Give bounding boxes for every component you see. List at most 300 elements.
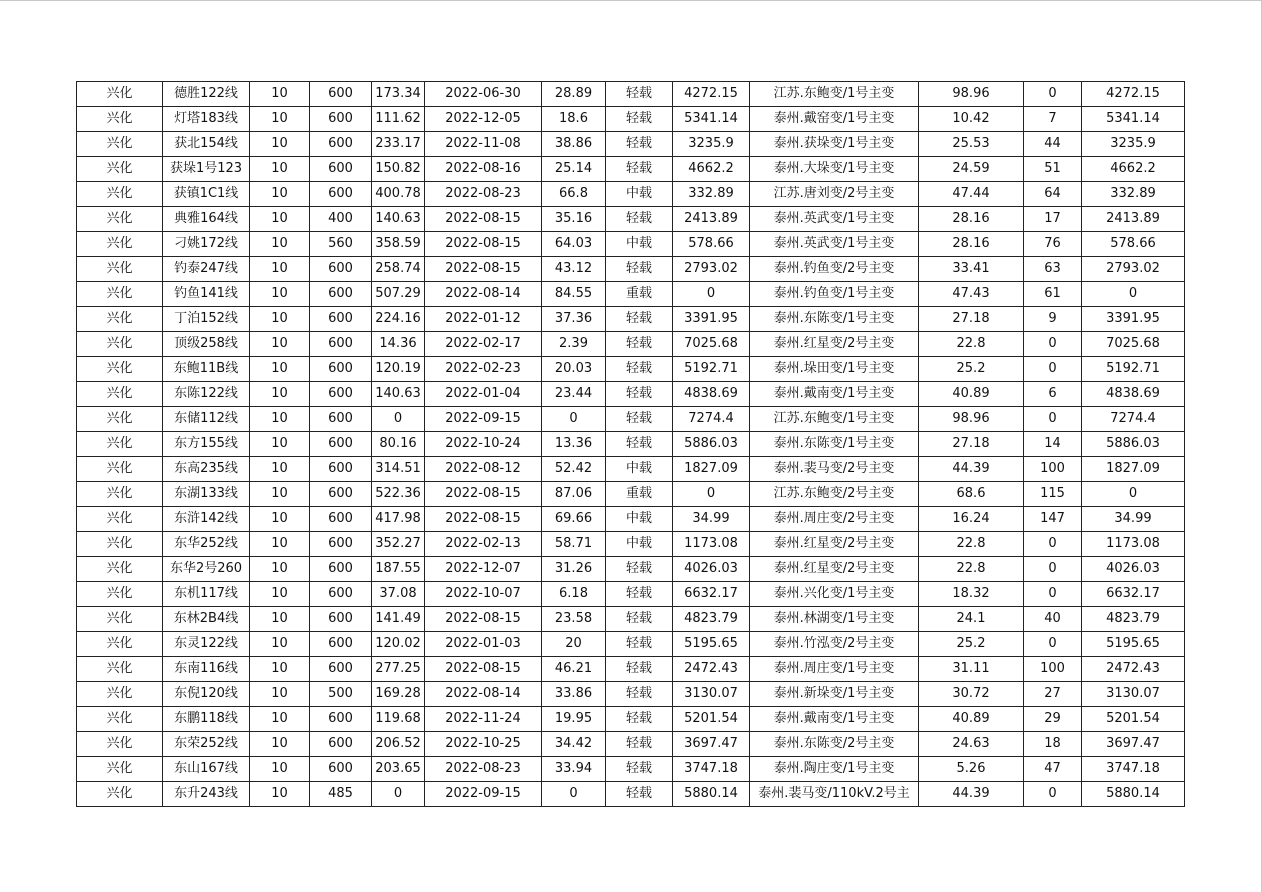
cell-available-capacity: 3235.9 <box>1082 132 1185 157</box>
cell-transformer-load-rate: 98.96 <box>919 82 1024 107</box>
cell-max-load: 80.16 <box>372 432 425 457</box>
cell-load-rate: 35.16 <box>542 207 606 232</box>
cell-rated-capacity: 600 <box>310 707 372 732</box>
cell-remaining-capacity: 2793.02 <box>673 257 750 282</box>
table-row <box>77 307 1185 332</box>
cell-available-capacity: 5195.65 <box>1082 632 1185 657</box>
cell-remaining-capacity: 3235.9 <box>673 132 750 157</box>
cell-available-capacity: 3130.07 <box>1082 682 1185 707</box>
cell-load-rate: 84.55 <box>542 282 606 307</box>
cell-load-rate: 0 <box>542 782 606 807</box>
cell-district: 兴化 <box>77 607 163 632</box>
cell-load-rate: 23.44 <box>542 382 606 407</box>
cell-peak-date: 2022-08-15 <box>425 607 542 632</box>
cell-remaining-capacity: 34.99 <box>673 507 750 532</box>
cell-remaining-capacity: 7025.68 <box>673 332 750 357</box>
cell-district: 兴化 <box>77 657 163 682</box>
cell-transformer-load-rate: 68.6 <box>919 482 1024 507</box>
cell-max-load: 140.63 <box>372 207 425 232</box>
cell-peak-date: 2022-08-15 <box>425 207 542 232</box>
cell-load-rate: 20.03 <box>542 357 606 382</box>
cell-district: 兴化 <box>77 307 163 332</box>
table-row <box>77 757 1185 782</box>
cell-transformer-load-rate: 16.24 <box>919 507 1024 532</box>
cell-max-load: 352.27 <box>372 532 425 557</box>
cell-main-transformer: 泰州.戴南变/1号主变 <box>750 707 919 732</box>
cell-max-load: 277.25 <box>372 657 425 682</box>
cell-open-capacity: 61 <box>1024 282 1082 307</box>
cell-open-capacity: 40 <box>1024 607 1082 632</box>
cell-rated-capacity: 600 <box>310 482 372 507</box>
cell-open-capacity: 18 <box>1024 732 1082 757</box>
cell-load-level: 轻载 <box>606 432 673 457</box>
cell-rated-capacity: 600 <box>310 282 372 307</box>
cell-peak-date: 2022-10-25 <box>425 732 542 757</box>
cell-peak-date: 2022-11-08 <box>425 132 542 157</box>
cell-feeder-name: 东湖133线 <box>163 482 250 507</box>
cell-available-capacity: 4662.2 <box>1082 157 1185 182</box>
cell-peak-date: 2022-08-15 <box>425 507 542 532</box>
cell-district: 兴化 <box>77 107 163 132</box>
cell-remaining-capacity: 3747.18 <box>673 757 750 782</box>
cell-load-level: 重载 <box>606 482 673 507</box>
table-row <box>77 357 1185 382</box>
cell-remaining-capacity: 5192.71 <box>673 357 750 382</box>
cell-remaining-capacity: 4662.2 <box>673 157 750 182</box>
cell-remaining-capacity: 7274.4 <box>673 407 750 432</box>
cell-open-capacity: 17 <box>1024 207 1082 232</box>
cell-feeder-name: 东华252线 <box>163 532 250 557</box>
table-row <box>77 132 1185 157</box>
cell-available-capacity: 4026.03 <box>1082 557 1185 582</box>
cell-peak-date: 2022-09-15 <box>425 407 542 432</box>
cell-peak-date: 2022-08-15 <box>425 257 542 282</box>
cell-main-transformer: 泰州.英武变/1号主变 <box>750 232 919 257</box>
cell-main-transformer: 泰州.裴马变/2号主变 <box>750 457 919 482</box>
cell-remaining-capacity: 5341.14 <box>673 107 750 132</box>
table-row <box>77 257 1185 282</box>
cell-voltage-kv: 10 <box>250 732 310 757</box>
cell-load-rate: 38.86 <box>542 132 606 157</box>
cell-district: 兴化 <box>77 332 163 357</box>
cell-rated-capacity: 485 <box>310 782 372 807</box>
cell-peak-date: 2022-09-15 <box>425 782 542 807</box>
table-row <box>77 157 1185 182</box>
cell-district: 兴化 <box>77 432 163 457</box>
cell-load-level: 轻载 <box>606 382 673 407</box>
cell-transformer-load-rate: 24.1 <box>919 607 1024 632</box>
cell-max-load: 0 <box>372 407 425 432</box>
table-row <box>77 632 1185 657</box>
table-row <box>77 182 1185 207</box>
cell-voltage-kv: 10 <box>250 382 310 407</box>
cell-rated-capacity: 600 <box>310 557 372 582</box>
cell-max-load: 224.16 <box>372 307 425 332</box>
cell-max-load: 507.29 <box>372 282 425 307</box>
cell-max-load: 258.74 <box>372 257 425 282</box>
cell-main-transformer: 泰州.获垛变/1号主变 <box>750 132 919 157</box>
cell-open-capacity: 29 <box>1024 707 1082 732</box>
cell-load-level: 轻载 <box>606 332 673 357</box>
table-row <box>77 407 1185 432</box>
cell-open-capacity: 115 <box>1024 482 1082 507</box>
cell-rated-capacity: 600 <box>310 332 372 357</box>
cell-transformer-load-rate: 27.18 <box>919 307 1024 332</box>
cell-max-load: 120.19 <box>372 357 425 382</box>
cell-load-rate: 2.39 <box>542 332 606 357</box>
cell-available-capacity: 3697.47 <box>1082 732 1185 757</box>
cell-available-capacity: 332.89 <box>1082 182 1185 207</box>
cell-max-load: 141.49 <box>372 607 425 632</box>
cell-load-level: 轻载 <box>606 582 673 607</box>
cell-peak-date: 2022-10-07 <box>425 582 542 607</box>
cell-peak-date: 2022-08-14 <box>425 682 542 707</box>
cell-max-load: 358.59 <box>372 232 425 257</box>
table-row <box>77 682 1185 707</box>
cell-transformer-load-rate: 44.39 <box>919 457 1024 482</box>
cell-remaining-capacity: 1173.08 <box>673 532 750 557</box>
cell-voltage-kv: 10 <box>250 682 310 707</box>
table-row <box>77 557 1185 582</box>
cell-load-rate: 43.12 <box>542 257 606 282</box>
cell-transformer-load-rate: 40.89 <box>919 707 1024 732</box>
cell-remaining-capacity: 4272.15 <box>673 82 750 107</box>
cell-peak-date: 2022-08-16 <box>425 157 542 182</box>
feeder-load-table <box>76 81 1185 807</box>
cell-feeder-name: 获镇1C1线 <box>163 182 250 207</box>
cell-load-rate: 13.36 <box>542 432 606 457</box>
cell-load-rate: 28.89 <box>542 82 606 107</box>
cell-rated-capacity: 600 <box>310 657 372 682</box>
cell-voltage-kv: 10 <box>250 582 310 607</box>
table-row <box>77 432 1185 457</box>
cell-load-level: 轻载 <box>606 357 673 382</box>
cell-open-capacity: 14 <box>1024 432 1082 457</box>
cell-max-load: 203.65 <box>372 757 425 782</box>
cell-available-capacity: 4272.15 <box>1082 82 1185 107</box>
cell-district: 兴化 <box>77 507 163 532</box>
cell-max-load: 37.08 <box>372 582 425 607</box>
cell-feeder-name: 东升243线 <box>163 782 250 807</box>
cell-max-load: 400.78 <box>372 182 425 207</box>
cell-transformer-load-rate: 30.72 <box>919 682 1024 707</box>
cell-voltage-kv: 10 <box>250 632 310 657</box>
cell-feeder-name: 钓泰247线 <box>163 257 250 282</box>
cell-transformer-load-rate: 18.32 <box>919 582 1024 607</box>
cell-remaining-capacity: 5886.03 <box>673 432 750 457</box>
cell-voltage-kv: 10 <box>250 457 310 482</box>
cell-voltage-kv: 10 <box>250 557 310 582</box>
cell-district: 兴化 <box>77 582 163 607</box>
cell-rated-capacity: 600 <box>310 307 372 332</box>
cell-peak-date: 2022-01-03 <box>425 632 542 657</box>
cell-peak-date: 2022-08-15 <box>425 482 542 507</box>
cell-available-capacity: 3747.18 <box>1082 757 1185 782</box>
cell-open-capacity: 44 <box>1024 132 1082 157</box>
cell-load-rate: 33.86 <box>542 682 606 707</box>
cell-load-level: 轻载 <box>606 307 673 332</box>
cell-district: 兴化 <box>77 782 163 807</box>
cell-feeder-name: 东储112线 <box>163 407 250 432</box>
cell-rated-capacity: 600 <box>310 757 372 782</box>
cell-load-level: 轻载 <box>606 132 673 157</box>
cell-feeder-name: 德胜122线 <box>163 82 250 107</box>
cell-remaining-capacity: 4823.79 <box>673 607 750 632</box>
cell-rated-capacity: 600 <box>310 607 372 632</box>
cell-main-transformer: 泰州.钓鱼变/1号主变 <box>750 282 919 307</box>
cell-voltage-kv: 10 <box>250 407 310 432</box>
cell-main-transformer: 江苏.东鲍变/2号主变 <box>750 482 919 507</box>
cell-voltage-kv: 10 <box>250 282 310 307</box>
cell-available-capacity: 4838.69 <box>1082 382 1185 407</box>
cell-main-transformer: 泰州.裴马变/110kV.2号主 <box>750 782 919 807</box>
cell-feeder-name: 东荣252线 <box>163 732 250 757</box>
cell-load-rate: 20 <box>542 632 606 657</box>
cell-load-level: 轻载 <box>606 407 673 432</box>
cell-transformer-load-rate: 28.16 <box>919 207 1024 232</box>
cell-load-level: 中载 <box>606 532 673 557</box>
cell-max-load: 187.55 <box>372 557 425 582</box>
cell-open-capacity: 47 <box>1024 757 1082 782</box>
cell-load-rate: 25.14 <box>542 157 606 182</box>
cell-main-transformer: 江苏.东鲍变/1号主变 <box>750 82 919 107</box>
cell-load-level: 重载 <box>606 282 673 307</box>
cell-available-capacity: 6632.17 <box>1082 582 1185 607</box>
cell-rated-capacity: 600 <box>310 357 372 382</box>
table-row <box>77 332 1185 357</box>
cell-feeder-name: 钓鱼141线 <box>163 282 250 307</box>
cell-feeder-name: 东浒142线 <box>163 507 250 532</box>
cell-load-level: 轻载 <box>606 607 673 632</box>
cell-voltage-kv: 10 <box>250 132 310 157</box>
cell-feeder-name: 获垛1号123 <box>163 157 250 182</box>
cell-feeder-name: 东鹏118线 <box>163 707 250 732</box>
cell-max-load: 150.82 <box>372 157 425 182</box>
cell-district: 兴化 <box>77 207 163 232</box>
cell-rated-capacity: 600 <box>310 382 372 407</box>
cell-transformer-load-rate: 25.2 <box>919 357 1024 382</box>
cell-remaining-capacity: 3130.07 <box>673 682 750 707</box>
cell-open-capacity: 64 <box>1024 182 1082 207</box>
cell-peak-date: 2022-11-24 <box>425 707 542 732</box>
table-body <box>77 82 1185 807</box>
cell-load-level: 轻载 <box>606 707 673 732</box>
cell-feeder-name: 东倪120线 <box>163 682 250 707</box>
table-row <box>77 107 1185 132</box>
cell-voltage-kv: 10 <box>250 307 310 332</box>
cell-rated-capacity: 600 <box>310 432 372 457</box>
cell-voltage-kv: 10 <box>250 757 310 782</box>
cell-transformer-load-rate: 25.2 <box>919 632 1024 657</box>
cell-feeder-name: 东陈122线 <box>163 382 250 407</box>
cell-available-capacity: 3391.95 <box>1082 307 1185 332</box>
cell-remaining-capacity: 0 <box>673 282 750 307</box>
cell-district: 兴化 <box>77 82 163 107</box>
table-row <box>77 82 1185 107</box>
cell-main-transformer: 泰州.兴化变/1号主变 <box>750 582 919 607</box>
cell-main-transformer: 泰州.东陈变/1号主变 <box>750 432 919 457</box>
table-row <box>77 482 1185 507</box>
cell-feeder-name: 东灵122线 <box>163 632 250 657</box>
cell-main-transformer: 泰州.林湖变/1号主变 <box>750 607 919 632</box>
cell-transformer-load-rate: 44.39 <box>919 782 1024 807</box>
cell-available-capacity: 0 <box>1082 282 1185 307</box>
cell-peak-date: 2022-12-07 <box>425 557 542 582</box>
page-edge-top <box>0 0 1262 1</box>
cell-load-rate: 58.71 <box>542 532 606 557</box>
cell-district: 兴化 <box>77 382 163 407</box>
cell-load-rate: 69.66 <box>542 507 606 532</box>
cell-peak-date: 2022-08-15 <box>425 657 542 682</box>
cell-rated-capacity: 600 <box>310 407 372 432</box>
cell-load-level: 轻载 <box>606 207 673 232</box>
cell-district: 兴化 <box>77 757 163 782</box>
cell-voltage-kv: 10 <box>250 182 310 207</box>
cell-rated-capacity: 600 <box>310 457 372 482</box>
cell-peak-date: 2022-12-05 <box>425 107 542 132</box>
cell-district: 兴化 <box>77 457 163 482</box>
cell-district: 兴化 <box>77 732 163 757</box>
cell-main-transformer: 泰州.钓鱼变/2号主变 <box>750 257 919 282</box>
table-row <box>77 707 1185 732</box>
cell-transformer-load-rate: 22.8 <box>919 557 1024 582</box>
cell-rated-capacity: 600 <box>310 182 372 207</box>
cell-max-load: 0 <box>372 782 425 807</box>
cell-open-capacity: 9 <box>1024 307 1082 332</box>
cell-remaining-capacity: 2472.43 <box>673 657 750 682</box>
cell-main-transformer: 泰州.垛田变/1号主变 <box>750 357 919 382</box>
cell-voltage-kv: 10 <box>250 257 310 282</box>
cell-load-rate: 87.06 <box>542 482 606 507</box>
cell-load-rate: 46.21 <box>542 657 606 682</box>
cell-district: 兴化 <box>77 182 163 207</box>
cell-main-transformer: 江苏.唐刘变/2号主变 <box>750 182 919 207</box>
cell-main-transformer: 泰州.戴窑变/1号主变 <box>750 107 919 132</box>
cell-voltage-kv: 10 <box>250 357 310 382</box>
cell-transformer-load-rate: 28.16 <box>919 232 1024 257</box>
cell-open-capacity: 100 <box>1024 657 1082 682</box>
cell-rated-capacity: 600 <box>310 107 372 132</box>
cell-main-transformer: 泰州.红星变/2号主变 <box>750 332 919 357</box>
cell-transformer-load-rate: 27.18 <box>919 432 1024 457</box>
cell-peak-date: 2022-02-23 <box>425 357 542 382</box>
cell-district: 兴化 <box>77 282 163 307</box>
cell-peak-date: 2022-01-04 <box>425 382 542 407</box>
cell-available-capacity: 1173.08 <box>1082 532 1185 557</box>
cell-load-level: 轻载 <box>606 557 673 582</box>
cell-available-capacity: 5341.14 <box>1082 107 1185 132</box>
cell-voltage-kv: 10 <box>250 82 310 107</box>
cell-peak-date: 2022-08-14 <box>425 282 542 307</box>
table-row <box>77 532 1185 557</box>
cell-remaining-capacity: 0 <box>673 482 750 507</box>
cell-rated-capacity: 600 <box>310 507 372 532</box>
cell-transformer-load-rate: 98.96 <box>919 407 1024 432</box>
cell-feeder-name: 东高235线 <box>163 457 250 482</box>
cell-open-capacity: 63 <box>1024 257 1082 282</box>
table-row <box>77 582 1185 607</box>
cell-transformer-load-rate: 10.42 <box>919 107 1024 132</box>
cell-available-capacity: 7274.4 <box>1082 407 1185 432</box>
cell-open-capacity: 0 <box>1024 557 1082 582</box>
cell-max-load: 120.02 <box>372 632 425 657</box>
cell-rated-capacity: 400 <box>310 207 372 232</box>
cell-remaining-capacity: 4838.69 <box>673 382 750 407</box>
cell-voltage-kv: 10 <box>250 482 310 507</box>
cell-max-load: 233.17 <box>372 132 425 157</box>
cell-district: 兴化 <box>77 157 163 182</box>
cell-load-rate: 33.94 <box>542 757 606 782</box>
cell-load-rate: 19.95 <box>542 707 606 732</box>
cell-main-transformer: 泰州.红星变/2号主变 <box>750 557 919 582</box>
cell-available-capacity: 7025.68 <box>1082 332 1185 357</box>
cell-peak-date: 2022-01-12 <box>425 307 542 332</box>
cell-transformer-load-rate: 22.8 <box>919 532 1024 557</box>
cell-voltage-kv: 10 <box>250 532 310 557</box>
cell-transformer-load-rate: 25.53 <box>919 132 1024 157</box>
cell-rated-capacity: 500 <box>310 682 372 707</box>
cell-load-level: 中载 <box>606 507 673 532</box>
cell-max-load: 119.68 <box>372 707 425 732</box>
cell-voltage-kv: 10 <box>250 232 310 257</box>
table-row <box>77 732 1185 757</box>
cell-open-capacity: 0 <box>1024 782 1082 807</box>
cell-main-transformer: 泰州.东陈变/1号主变 <box>750 307 919 332</box>
table-row <box>77 657 1185 682</box>
cell-district: 兴化 <box>77 557 163 582</box>
cell-voltage-kv: 10 <box>250 707 310 732</box>
cell-rated-capacity: 600 <box>310 257 372 282</box>
cell-load-rate: 66.8 <box>542 182 606 207</box>
cell-load-level: 轻载 <box>606 82 673 107</box>
cell-rated-capacity: 600 <box>310 157 372 182</box>
cell-district: 兴化 <box>77 257 163 282</box>
cell-remaining-capacity: 332.89 <box>673 182 750 207</box>
cell-main-transformer: 江苏.东鲍变/1号主变 <box>750 407 919 432</box>
cell-load-level: 中载 <box>606 457 673 482</box>
cell-peak-date: 2022-08-12 <box>425 457 542 482</box>
cell-available-capacity: 5880.14 <box>1082 782 1185 807</box>
cell-transformer-load-rate: 24.59 <box>919 157 1024 182</box>
cell-feeder-name: 获北154线 <box>163 132 250 157</box>
cell-remaining-capacity: 1827.09 <box>673 457 750 482</box>
cell-feeder-name: 东机117线 <box>163 582 250 607</box>
cell-load-level: 轻载 <box>606 657 673 682</box>
cell-load-level: 轻载 <box>606 757 673 782</box>
cell-open-capacity: 0 <box>1024 357 1082 382</box>
cell-load-level: 轻载 <box>606 157 673 182</box>
cell-main-transformer: 泰州.英武变/1号主变 <box>750 207 919 232</box>
cell-remaining-capacity: 6632.17 <box>673 582 750 607</box>
cell-remaining-capacity: 5880.14 <box>673 782 750 807</box>
cell-peak-date: 2022-08-15 <box>425 232 542 257</box>
cell-load-level: 轻载 <box>606 782 673 807</box>
cell-feeder-name: 东华2号260 <box>163 557 250 582</box>
cell-open-capacity: 6 <box>1024 382 1082 407</box>
cell-main-transformer: 泰州.竹泓变/2号主变 <box>750 632 919 657</box>
table-row <box>77 507 1185 532</box>
cell-rated-capacity: 600 <box>310 82 372 107</box>
cell-transformer-load-rate: 31.11 <box>919 657 1024 682</box>
cell-open-capacity: 7 <box>1024 107 1082 132</box>
cell-open-capacity: 0 <box>1024 82 1082 107</box>
cell-voltage-kv: 10 <box>250 507 310 532</box>
cell-remaining-capacity: 4026.03 <box>673 557 750 582</box>
cell-main-transformer: 泰州.红星变/2号主变 <box>750 532 919 557</box>
cell-feeder-name: 东鲍11B线 <box>163 357 250 382</box>
cell-feeder-name: 典雅164线 <box>163 207 250 232</box>
cell-district: 兴化 <box>77 532 163 557</box>
